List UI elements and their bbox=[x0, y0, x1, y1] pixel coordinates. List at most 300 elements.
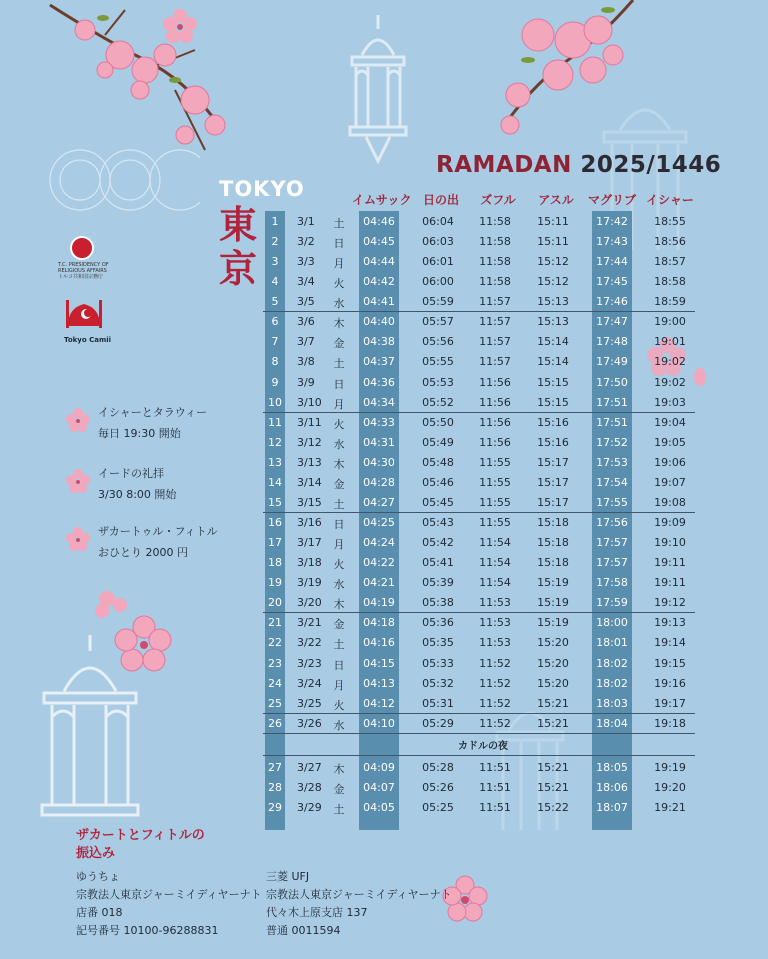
sunrise-time: 05:36 bbox=[422, 616, 454, 630]
asr-time: 15:22 bbox=[537, 801, 569, 815]
imsak-time: 04:07 bbox=[363, 780, 395, 794]
weekday: 月 bbox=[333, 678, 345, 692]
camii-text: Tokyo Camii bbox=[64, 336, 112, 344]
weekday: 水 bbox=[333, 297, 345, 311]
date: 3/15 bbox=[297, 495, 322, 509]
date: 3/22 bbox=[297, 636, 322, 650]
maghrib-time: 17:51 bbox=[596, 395, 628, 409]
maghrib-time: 17:46 bbox=[596, 295, 628, 309]
day-number: 20 bbox=[268, 596, 282, 610]
cherry-blossom-icon bbox=[92, 585, 177, 680]
imsak-time: 04:33 bbox=[363, 415, 395, 429]
city-kanji-2: 京 bbox=[218, 246, 257, 291]
asr-time: 15:18 bbox=[537, 556, 569, 570]
maghrib-time: 17:47 bbox=[596, 315, 628, 329]
asr-time: 15:20 bbox=[537, 636, 569, 650]
sunrise-time: 05:29 bbox=[422, 716, 454, 730]
asr-time: 15:11 bbox=[537, 215, 569, 228]
table-row bbox=[265, 351, 695, 371]
bank-ufj: 三菱 UFJ 宗教法人東京ジャーミイディヤーナト 代々木上原支店 137 普通 0011594 bbox=[266, 870, 452, 937]
imsak-time: 04:37 bbox=[363, 355, 395, 369]
imsak-time: 04:09 bbox=[363, 760, 395, 774]
isha-time: 19:08 bbox=[654, 495, 686, 509]
imsak-time: 04:27 bbox=[363, 495, 395, 509]
day-number: 9 bbox=[271, 375, 279, 389]
cherry-blossom-branch-icon bbox=[45, 0, 235, 160]
dhuhr-time: 11:56 bbox=[479, 395, 511, 409]
day-number: 14 bbox=[268, 475, 282, 489]
date: 3/5 bbox=[297, 295, 315, 309]
maghrib-time: 17:51 bbox=[596, 415, 628, 429]
table-row bbox=[265, 492, 695, 512]
sunrise-time: 05:57 bbox=[422, 315, 454, 329]
isha-time: 19:10 bbox=[654, 536, 686, 550]
sunrise-time: 05:33 bbox=[422, 656, 454, 670]
row-separator bbox=[263, 733, 695, 734]
date: 3/29 bbox=[297, 801, 322, 815]
imsak-time: 04:46 bbox=[363, 215, 395, 228]
asr-time: 15:13 bbox=[537, 315, 569, 329]
asr-time: 15:16 bbox=[537, 435, 569, 449]
isha-time: 18:59 bbox=[654, 295, 686, 309]
weekday: 水 bbox=[333, 718, 345, 732]
day-number: 28 bbox=[268, 780, 282, 794]
weekday: 金 bbox=[333, 618, 345, 632]
sunrise-time: 05:53 bbox=[422, 375, 454, 389]
asr-time: 15:21 bbox=[537, 696, 569, 710]
table-row bbox=[265, 612, 695, 632]
sunrise-time: 06:03 bbox=[422, 235, 454, 249]
sunrise-time: 05:56 bbox=[422, 335, 454, 349]
maghrib-time: 17:58 bbox=[596, 576, 628, 590]
date: 3/9 bbox=[297, 375, 315, 389]
asr-time: 15:21 bbox=[537, 760, 569, 774]
maghrib-time: 18:00 bbox=[596, 616, 628, 630]
table-row bbox=[265, 251, 695, 271]
day-number: 8 bbox=[271, 355, 279, 369]
table-row bbox=[265, 632, 695, 652]
asr-time: 15:19 bbox=[537, 616, 569, 630]
table-row bbox=[265, 231, 695, 251]
dhuhr-time: 11:58 bbox=[479, 275, 511, 289]
isha-time: 19:11 bbox=[654, 556, 686, 570]
date: 3/21 bbox=[297, 616, 322, 630]
city-kanji-1: 東 bbox=[218, 202, 257, 247]
isha-time: 19:14 bbox=[654, 636, 686, 650]
maghrib-time: 17:52 bbox=[596, 435, 628, 449]
table-row bbox=[265, 211, 695, 231]
dhuhr-time: 11:53 bbox=[479, 636, 511, 650]
asr-time: 15:12 bbox=[537, 275, 569, 289]
maghrib-time: 17:44 bbox=[596, 255, 628, 269]
sunrise-time: 05:26 bbox=[422, 780, 454, 794]
maghrib-time: 17:59 bbox=[596, 596, 628, 610]
sunrise-time: 05:49 bbox=[422, 435, 454, 449]
dhuhr-time: 11:52 bbox=[479, 716, 511, 730]
weekday: 日 bbox=[333, 518, 345, 532]
isha-time: 19:02 bbox=[654, 355, 686, 369]
imsak-time: 04:44 bbox=[363, 255, 395, 269]
title-year: 2025/1446 bbox=[580, 152, 722, 178]
table-row bbox=[265, 673, 695, 693]
imsak-time: 04:15 bbox=[363, 656, 395, 670]
maghrib-time: 17:57 bbox=[596, 556, 628, 570]
weekday: 金 bbox=[333, 477, 345, 491]
date: 3/13 bbox=[297, 455, 322, 469]
sunrise-time: 05:25 bbox=[422, 801, 454, 815]
header-isha: イシャー bbox=[646, 193, 694, 207]
table-row bbox=[265, 713, 695, 733]
date: 3/25 bbox=[297, 696, 322, 710]
diyanet-logo: T.C. PRESIDENCY OF RELIGIOUS AFFAIRS トルコ共和国宗務庁 bbox=[58, 236, 118, 280]
maghrib-time: 17:42 bbox=[596, 215, 628, 228]
asr-time: 15:18 bbox=[537, 536, 569, 550]
date: 3/23 bbox=[297, 656, 322, 670]
day-number: 16 bbox=[268, 516, 282, 530]
date: 3/14 bbox=[297, 475, 322, 489]
imsak-time: 04:30 bbox=[363, 455, 395, 469]
maghrib-time: 17:50 bbox=[596, 375, 628, 389]
maghrib-time: 17:49 bbox=[596, 355, 628, 369]
date: 3/1 bbox=[297, 215, 315, 228]
imsak-time: 04:42 bbox=[363, 275, 395, 289]
dhuhr-time: 11:55 bbox=[479, 516, 511, 530]
dhuhr-time: 11:58 bbox=[479, 255, 511, 269]
weekday: 水 bbox=[333, 578, 345, 592]
weekday: 日 bbox=[333, 237, 345, 251]
isha-time: 19:00 bbox=[654, 315, 686, 329]
dhuhr-time: 11:58 bbox=[479, 215, 511, 228]
lantern-icon bbox=[340, 15, 416, 165]
day-number: 4 bbox=[271, 275, 279, 289]
weekday: 木 bbox=[333, 317, 345, 331]
day-number: 5 bbox=[271, 295, 279, 309]
isha-time: 19:18 bbox=[654, 716, 686, 730]
city-latin: TOKYO bbox=[219, 177, 305, 201]
table-row bbox=[265, 512, 695, 532]
day-number: 15 bbox=[268, 495, 282, 509]
table-row bbox=[265, 412, 695, 432]
weekday: 土 bbox=[333, 357, 345, 371]
imsak-time: 04:38 bbox=[363, 335, 395, 349]
dhuhr-time: 11:53 bbox=[479, 596, 511, 610]
weekday: 火 bbox=[333, 417, 345, 431]
maghrib-time: 18:02 bbox=[596, 656, 628, 670]
sunrise-time: 06:04 bbox=[422, 215, 454, 228]
sunrise-time: 05:52 bbox=[422, 395, 454, 409]
isha-time: 18:56 bbox=[654, 235, 686, 249]
imsak-time: 04:34 bbox=[363, 395, 395, 409]
sunrise-time: 05:42 bbox=[422, 536, 454, 550]
sunrise-time: 05:59 bbox=[422, 295, 454, 309]
isha-time: 19:20 bbox=[654, 780, 686, 794]
imsak-time: 04:45 bbox=[363, 235, 395, 249]
day-number: 17 bbox=[268, 536, 282, 550]
cherry-blossom-branch-icon bbox=[488, 0, 638, 145]
imsak-time: 04:10 bbox=[363, 716, 395, 730]
mosque-icon bbox=[64, 296, 104, 332]
day-number: 3 bbox=[271, 255, 279, 269]
day-number: 18 bbox=[268, 556, 282, 570]
dhuhr-time: 11:58 bbox=[479, 235, 511, 249]
imsak-time: 04:13 bbox=[363, 676, 395, 690]
tokyo-camii-logo bbox=[64, 296, 114, 344]
asr-time: 15:13 bbox=[537, 295, 569, 309]
maghrib-time: 18:05 bbox=[596, 760, 628, 774]
weekday: 月 bbox=[333, 257, 345, 271]
day-number: 22 bbox=[268, 636, 282, 650]
day-number: 13 bbox=[268, 455, 282, 469]
maghrib-time: 17:55 bbox=[596, 495, 628, 509]
isha-time: 19:07 bbox=[654, 475, 686, 489]
cherry-blossom-icon bbox=[66, 408, 90, 432]
asr-time: 15:21 bbox=[537, 780, 569, 794]
maghrib-time: 17:45 bbox=[596, 275, 628, 289]
isha-time: 18:58 bbox=[654, 275, 686, 289]
day-number: 25 bbox=[268, 696, 282, 710]
weekday: 火 bbox=[333, 698, 345, 712]
table-row bbox=[265, 372, 695, 392]
maghrib-time: 17:54 bbox=[596, 475, 628, 489]
day-number: 27 bbox=[268, 760, 282, 774]
date: 3/7 bbox=[297, 335, 315, 349]
maghrib-time: 18:01 bbox=[596, 636, 628, 650]
row-separator bbox=[263, 755, 695, 756]
imsak-time: 04:25 bbox=[363, 516, 395, 530]
dhuhr-time: 11:55 bbox=[479, 475, 511, 489]
asr-time: 15:20 bbox=[537, 676, 569, 690]
dhuhr-time: 11:52 bbox=[479, 656, 511, 670]
dhuhr-time: 11:51 bbox=[479, 760, 511, 774]
day-number: 1 bbox=[271, 215, 279, 228]
weekday: 火 bbox=[333, 277, 345, 291]
asr-time: 15:16 bbox=[537, 415, 569, 429]
sunrise-time: 05:45 bbox=[422, 495, 454, 509]
table-row bbox=[265, 552, 695, 572]
table-row bbox=[265, 777, 695, 797]
imsak-time: 04:18 bbox=[363, 616, 395, 630]
day-number: 24 bbox=[268, 676, 282, 690]
dhuhr-time: 11:51 bbox=[479, 801, 511, 815]
header-sunrise: 日の出 bbox=[422, 193, 459, 207]
table-row bbox=[265, 472, 695, 492]
isha-time: 19:03 bbox=[654, 395, 686, 409]
header-dhuhr: ズフル bbox=[480, 193, 516, 207]
imsak-time: 04:22 bbox=[363, 556, 395, 570]
weekday: 水 bbox=[333, 437, 345, 451]
date: 3/10 bbox=[297, 395, 322, 409]
sunrise-time: 05:39 bbox=[422, 576, 454, 590]
maghrib-time: 17:43 bbox=[596, 235, 628, 249]
weekday: 土 bbox=[333, 497, 345, 511]
weekday: 土 bbox=[333, 803, 345, 817]
maghrib-time: 17:56 bbox=[596, 516, 628, 530]
sunrise-time: 05:46 bbox=[422, 475, 454, 489]
asr-time: 15:17 bbox=[537, 455, 569, 469]
weekday: 日 bbox=[333, 658, 345, 672]
table-row bbox=[265, 532, 695, 552]
isha-time: 19:17 bbox=[654, 696, 686, 710]
day-number: 2 bbox=[271, 235, 279, 249]
day-number: 19 bbox=[268, 576, 282, 590]
maghrib-time: 18:02 bbox=[596, 676, 628, 690]
isha-time: 19:21 bbox=[654, 801, 686, 815]
table-row bbox=[265, 432, 695, 452]
isha-time: 19:09 bbox=[654, 516, 686, 530]
day-number: 12 bbox=[268, 435, 282, 449]
sunrise-time: 05:31 bbox=[422, 696, 454, 710]
dhuhr-time: 11:56 bbox=[479, 435, 511, 449]
isha-time: 19:06 bbox=[654, 455, 686, 469]
sunrise-time: 05:50 bbox=[422, 415, 454, 429]
maghrib-time: 17:57 bbox=[596, 536, 628, 550]
sunrise-time: 05:43 bbox=[422, 516, 454, 530]
isha-time: 19:19 bbox=[654, 760, 686, 774]
weekday: 土 bbox=[333, 638, 345, 652]
city-kanji bbox=[216, 203, 260, 291]
weekday: 火 bbox=[333, 558, 345, 572]
asr-time: 15:17 bbox=[537, 475, 569, 489]
weekday: 月 bbox=[333, 538, 345, 552]
sunrise-time: 05:48 bbox=[422, 455, 454, 469]
asr-time: 15:15 bbox=[537, 375, 569, 389]
isha-time: 19:16 bbox=[654, 676, 686, 690]
imsak-time: 04:16 bbox=[363, 636, 395, 650]
dhuhr-time: 11:51 bbox=[479, 780, 511, 794]
date: 3/6 bbox=[297, 315, 315, 329]
diyanet-emblem-icon bbox=[70, 236, 94, 260]
dhuhr-time: 11:57 bbox=[479, 355, 511, 369]
table-row bbox=[265, 291, 695, 311]
weekday: 金 bbox=[333, 337, 345, 351]
cherry-blossom-icon bbox=[66, 469, 90, 493]
maghrib-time: 18:03 bbox=[596, 696, 628, 710]
asr-time: 15:11 bbox=[537, 235, 569, 249]
asr-time: 15:20 bbox=[537, 656, 569, 670]
sunrise-time: 05:38 bbox=[422, 596, 454, 610]
dhuhr-time: 11:56 bbox=[479, 375, 511, 389]
date: 3/4 bbox=[297, 275, 315, 289]
zakat-title: ザカートとフィトルの 振込み bbox=[76, 828, 205, 861]
table-row bbox=[265, 392, 695, 412]
asr-time: 15:17 bbox=[537, 495, 569, 509]
day-number: 7 bbox=[271, 335, 279, 349]
isha-time: 18:57 bbox=[654, 255, 686, 269]
sunrise-time: 05:35 bbox=[422, 636, 454, 650]
sunrise-time: 05:28 bbox=[422, 760, 454, 774]
cherry-blossom-icon bbox=[66, 527, 90, 551]
isha-time: 19:13 bbox=[654, 616, 686, 630]
isha-time: 19:11 bbox=[654, 576, 686, 590]
date: 3/24 bbox=[297, 676, 322, 690]
imsak-time: 04:31 bbox=[363, 435, 395, 449]
asr-time: 15:12 bbox=[537, 255, 569, 269]
table-row bbox=[265, 572, 695, 592]
imsak-time: 04:05 bbox=[363, 801, 395, 815]
date: 3/8 bbox=[297, 355, 315, 369]
dhuhr-time: 11:57 bbox=[479, 335, 511, 349]
maghrib-time: 18:07 bbox=[596, 801, 628, 815]
weekday: 木 bbox=[333, 762, 345, 776]
date: 3/18 bbox=[297, 556, 322, 570]
day-number: 6 bbox=[271, 315, 279, 329]
date: 3/20 bbox=[297, 596, 322, 610]
date: 3/12 bbox=[297, 435, 322, 449]
day-number: 11 bbox=[268, 415, 282, 429]
day-number: 23 bbox=[268, 656, 282, 670]
asr-time: 15:14 bbox=[537, 335, 569, 349]
weekday: 日 bbox=[333, 377, 345, 391]
table-row bbox=[265, 311, 695, 331]
asr-time: 15:14 bbox=[537, 355, 569, 369]
date: 3/28 bbox=[297, 780, 322, 794]
sunrise-time: 06:00 bbox=[422, 275, 454, 289]
page-title bbox=[436, 152, 721, 178]
imsak-time: 04:40 bbox=[363, 315, 395, 329]
imsak-time: 04:12 bbox=[363, 696, 395, 710]
bank-yucho: ゆうちょ 宗教法人東京ジャーミイディヤーナト 店番 018 記号番号 10100-96288831 bbox=[76, 870, 262, 937]
asr-time: 15:19 bbox=[537, 576, 569, 590]
imsak-time: 04:41 bbox=[363, 295, 395, 309]
isha-time: 19:01 bbox=[654, 335, 686, 349]
isha-time: 19:15 bbox=[654, 656, 686, 670]
maghrib-time: 18:04 bbox=[596, 716, 628, 730]
table-row bbox=[265, 693, 695, 713]
sunrise-time: 06:01 bbox=[422, 255, 454, 269]
day-number: 26 bbox=[268, 716, 282, 730]
asr-time: 15:21 bbox=[537, 716, 569, 730]
sunrise-time: 05:55 bbox=[422, 355, 454, 369]
header-asr: アスル bbox=[538, 193, 574, 207]
weekday: 金 bbox=[333, 782, 345, 796]
day-number: 10 bbox=[268, 395, 282, 409]
date: 3/27 bbox=[297, 760, 322, 774]
title-main: RAMADAN bbox=[436, 152, 572, 178]
header-maghrib: マグリブ bbox=[587, 193, 636, 207]
table-row bbox=[265, 653, 695, 673]
maghrib-time: 17:48 bbox=[596, 335, 628, 349]
table-row bbox=[265, 797, 695, 817]
table-row bbox=[265, 592, 695, 612]
sunrise-time: 05:41 bbox=[422, 556, 454, 570]
table-row bbox=[265, 271, 695, 291]
maghrib-time: 17:53 bbox=[596, 455, 628, 469]
dhuhr-time: 11:54 bbox=[479, 576, 511, 590]
asr-time: 15:19 bbox=[537, 596, 569, 610]
imsak-time: 04:24 bbox=[363, 536, 395, 550]
date: 3/3 bbox=[297, 255, 315, 269]
isha-time: 19:02 bbox=[654, 375, 686, 389]
dhuhr-time: 11:52 bbox=[479, 696, 511, 710]
isha-time: 19:04 bbox=[654, 415, 686, 429]
kadr-night-label: カドルの夜 bbox=[458, 741, 508, 752]
date: 3/11 bbox=[297, 415, 322, 429]
cherry-blossom-icon bbox=[162, 8, 198, 44]
maghrib-time: 18:06 bbox=[596, 780, 628, 794]
day-number: 21 bbox=[268, 616, 282, 630]
dhuhr-time: 11:55 bbox=[479, 455, 511, 469]
weekday: 月 bbox=[333, 397, 345, 411]
asr-time: 15:15 bbox=[537, 395, 569, 409]
date: 3/16 bbox=[297, 516, 322, 530]
isha-time: 19:05 bbox=[654, 435, 686, 449]
table-row bbox=[265, 331, 695, 351]
imsak-time: 04:36 bbox=[363, 375, 395, 389]
imsak-time: 04:21 bbox=[363, 576, 395, 590]
dhuhr-time: 11:56 bbox=[479, 415, 511, 429]
day-number: 29 bbox=[268, 801, 282, 815]
imsak-time: 04:28 bbox=[363, 475, 395, 489]
